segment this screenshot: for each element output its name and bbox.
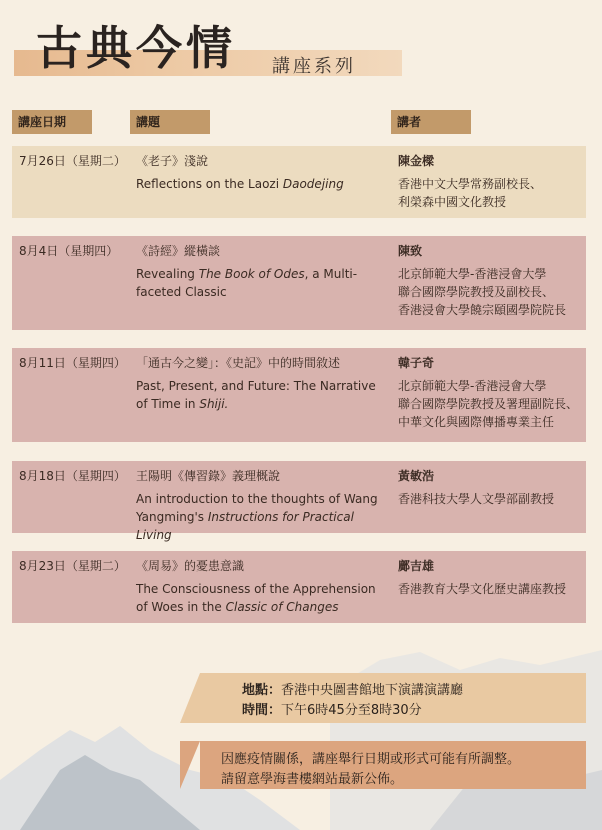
speaker-affiliation — [398, 580, 584, 598]
notice-band-edge — [180, 741, 200, 789]
lecture-speaker: 陳致 — [398, 244, 423, 258]
lecture-row — [12, 348, 586, 442]
lecture-topic-en — [136, 175, 386, 193]
lecture-topic-zh: 《老子》淺說 — [136, 154, 209, 168]
page-subtitle: 講座系列 — [272, 56, 356, 77]
lecture-date: 8月23日（星期二） — [19, 559, 126, 573]
page-title: 古典今情 — [36, 21, 236, 75]
lecture-row — [12, 551, 586, 623]
time-value: 下午6時45分至8時30分 — [281, 703, 422, 718]
lecture-topic-zh: 《詩經》縱橫談 — [136, 244, 221, 258]
time-label: 時間： — [242, 703, 282, 718]
topic-en-tail: , a Multi-faceted Classic — [136, 267, 358, 299]
lecture-date: 7月26日（星期二） — [19, 154, 126, 168]
venue-label: 地點： — [242, 683, 282, 698]
topic-en-italic: Instructions for Practical Living — [136, 510, 354, 542]
lecture-date: 8月18日（星期四） — [19, 469, 126, 483]
speaker-affiliation — [398, 175, 584, 211]
affiliation-line: 利榮森中國文化教授 — [398, 195, 507, 209]
lecture-date: 8月4日（星期四） — [19, 244, 119, 258]
notice-line: 因應疫情關係，講座舉行日期或形式可能有所調整。 — [221, 752, 521, 767]
affiliation-line: 中華文化與國際傳播專業主任 — [398, 415, 555, 429]
lecture-date: 8月11日（星期四） — [19, 356, 126, 370]
venue-band-edge — [180, 673, 200, 723]
lecture-topic-en — [136, 490, 386, 544]
affiliation-line: 聯合國際學院教授及副校長、 — [398, 285, 555, 299]
lecture-topic-zh: 《周易》的憂患意識 — [136, 559, 245, 573]
lecture-topic-zh: 王陽明《傳習錄》義理概說 — [136, 469, 281, 483]
topic-en-italic: Classic of Changes — [225, 600, 339, 614]
lecture-topic-en — [136, 265, 386, 301]
affiliation-line: 香港科技大學人文學部副教授 — [398, 492, 555, 506]
topic-en-text: Past, Present, and Future: The Narrative of Time in — [136, 379, 376, 411]
topic-en-text: Revealing — [136, 267, 199, 281]
mountain-illustration — [0, 630, 602, 830]
affiliation-line: 北京師範大學-香港浸會大學 — [398, 379, 547, 393]
column-header-topic: 講題 — [130, 110, 210, 134]
affiliation-line: 香港浸會大學饒宗頤國學院院長 — [398, 303, 567, 317]
affiliation-line: 香港中文大學常務副校長、 — [398, 177, 543, 191]
column-header-speaker: 講者 — [391, 110, 471, 134]
topic-en-italic: The Book of Odes — [198, 267, 305, 281]
affiliation-line: 北京師範大學-香港浸會大學 — [398, 267, 547, 281]
lecture-topic-en — [136, 377, 386, 413]
column-header-date: 講座日期 — [12, 110, 92, 134]
topic-en-text: The Consciousness of the Apprehension of Woes in the — [136, 582, 376, 614]
topic-en-italic: Shiji. — [199, 397, 229, 411]
lecture-speaker: 韓子奇 — [398, 356, 435, 370]
lecture-row — [12, 461, 586, 542]
speaker-affiliation — [398, 490, 584, 508]
lecture-row — [12, 146, 586, 218]
affiliation-line: 聯合國際學院教授及署理副院長、 — [398, 397, 579, 411]
speaker-affiliation — [398, 377, 584, 431]
affiliation-line: 香港教育大學文化歷史講座教授 — [398, 582, 567, 596]
lecture-speaker: 鄺吉雄 — [398, 559, 435, 573]
lecture-topic-zh: 「通古今之變」：《史記》中的時間敘述 — [136, 356, 341, 370]
lecture-speaker: 陳金樑 — [398, 154, 435, 168]
lecture-speaker: 黃敏浩 — [398, 469, 435, 483]
speaker-affiliation — [398, 265, 584, 319]
notice-line: 請留意學海書樓網站最新公佈。 — [221, 772, 404, 787]
venue-value: 香港中央圖書館地下演講演講廳 — [281, 683, 464, 698]
venue-line — [242, 679, 463, 698]
time-line — [242, 699, 422, 718]
topic-en-text: Reflections on the Laozi — [136, 177, 283, 191]
topic-en-text: An introduction to the thoughts of Wang Yangming's — [136, 492, 378, 524]
topic-en-italic: Daodejing — [282, 177, 344, 191]
lecture-topic-en — [136, 580, 386, 616]
lecture-row — [12, 236, 586, 330]
